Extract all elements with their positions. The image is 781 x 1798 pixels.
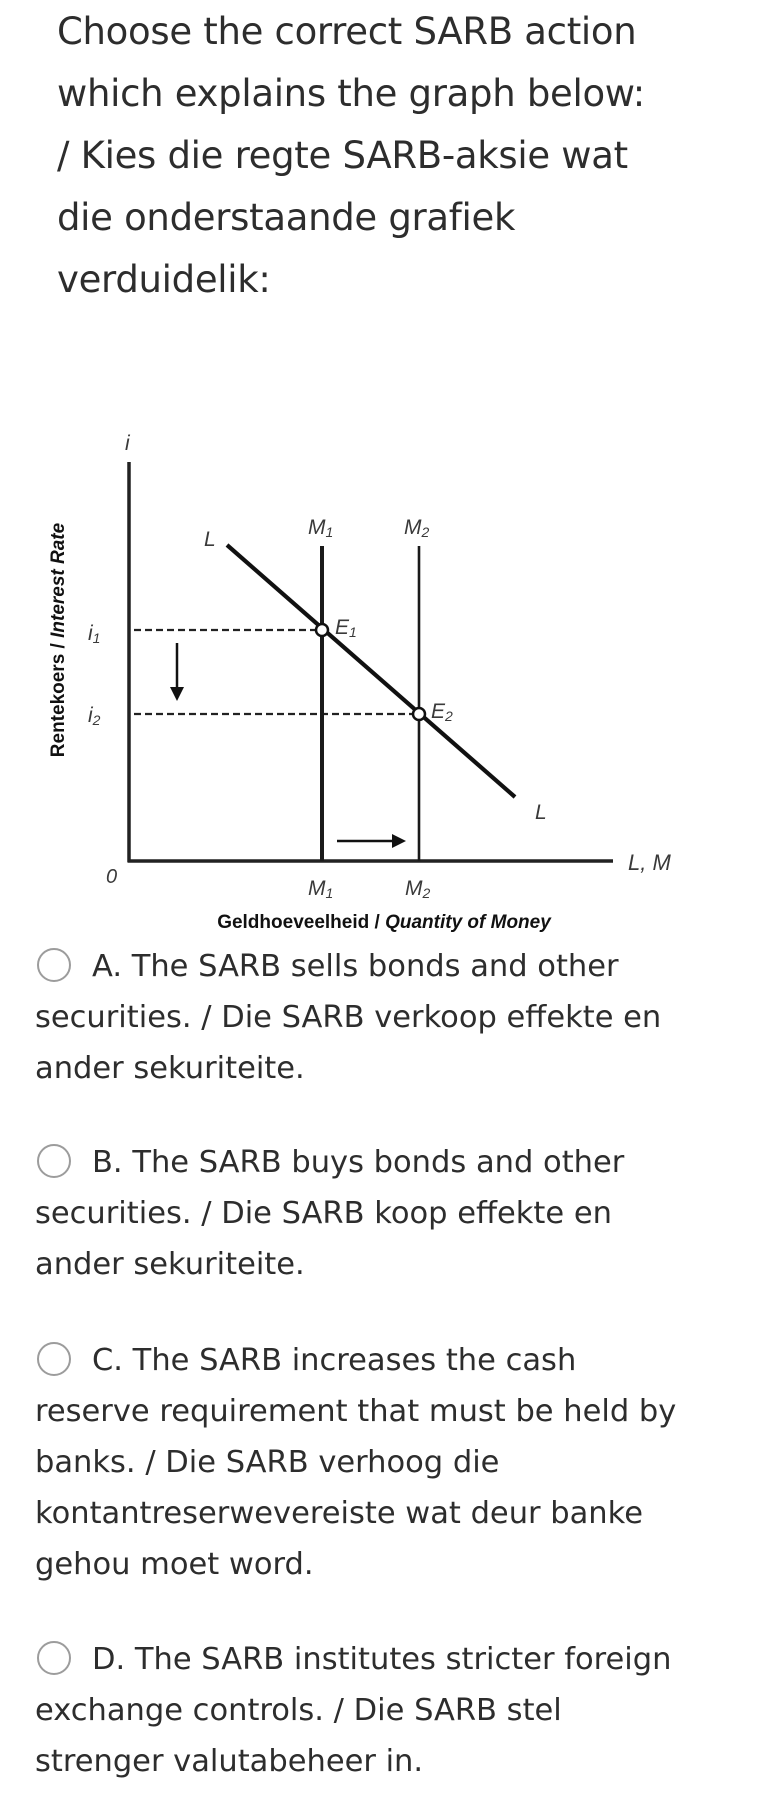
question-line: Choose the correct SARB action bbox=[57, 10, 637, 53]
option-a-line: securities. / Die SARB verkoop effekte en bbox=[35, 1000, 662, 1035]
interest-rate-down-arrow bbox=[170, 643, 184, 701]
l-top-label: L bbox=[204, 528, 216, 551]
option-c-line: kontantreserwevereiste wat deur banke bbox=[35, 1496, 643, 1531]
e2-label: E2 bbox=[431, 700, 453, 724]
question-line: die onderstaande grafiek bbox=[57, 196, 516, 239]
i1-label: i1 bbox=[88, 622, 101, 646]
graph-canvas bbox=[0, 400, 781, 940]
money-supply-right-arrow bbox=[337, 834, 406, 848]
m1-top-label: M1 bbox=[308, 516, 334, 540]
m2-top-label: M2 bbox=[404, 516, 430, 540]
l-bottom-label: L bbox=[535, 801, 547, 824]
option-c-line: banks. / Die SARB verhoog die bbox=[35, 1445, 500, 1480]
question-prompt bbox=[57, 1, 757, 311]
option-d-line: D. The SARB institutes stricter foreign bbox=[92, 1642, 672, 1677]
radio-button-icon[interactable] bbox=[37, 1641, 71, 1675]
money-market-graph bbox=[0, 400, 781, 940]
e1-label: E1 bbox=[335, 616, 357, 640]
option-c-line: gehou moet word. bbox=[35, 1547, 314, 1582]
option-a-line: ander sekuriteite. bbox=[35, 1051, 305, 1086]
option-b[interactable] bbox=[35, 1137, 755, 1290]
option-b-line: ander sekuriteite. bbox=[35, 1247, 305, 1282]
option-c-line: reserve requirement that must be held by bbox=[35, 1394, 677, 1429]
option-a[interactable] bbox=[35, 941, 755, 1094]
m1-bottom-label: M1 bbox=[308, 877, 334, 901]
origin-label: 0 bbox=[106, 866, 118, 888]
question-line: verduidelik: bbox=[57, 258, 271, 301]
option-d-line: exchange controls. / Die SARB stel bbox=[35, 1693, 562, 1728]
radio-button-icon[interactable] bbox=[37, 1342, 71, 1376]
e2-point bbox=[413, 708, 425, 720]
option-c-line: C. The SARB increases the cash bbox=[92, 1343, 577, 1378]
x-axis-title: Geldhoeveelheid / Quantity of Money bbox=[217, 912, 551, 933]
radio-button-icon[interactable] bbox=[37, 948, 71, 982]
option-b-line: securities. / Die SARB koop effekte en bbox=[35, 1196, 612, 1231]
e1-point bbox=[316, 624, 328, 636]
option-d-line: strenger valutabeheer in. bbox=[35, 1744, 424, 1779]
option-c[interactable] bbox=[35, 1335, 755, 1590]
x-axis-symbol: L, M bbox=[628, 850, 671, 875]
question-line: / Kies die regte SARB-aksie wat bbox=[57, 134, 628, 177]
i2-label: i2 bbox=[88, 704, 101, 728]
m2-bottom-label: M2 bbox=[405, 877, 431, 901]
question-line: which explains the graph below: bbox=[57, 72, 645, 115]
radio-button-icon[interactable] bbox=[37, 1144, 71, 1178]
y-axis-title: Rentekoers / Interest Rate bbox=[48, 522, 69, 758]
option-a-line: A. The SARB sells bonds and other bbox=[92, 949, 619, 984]
option-b-line: B. The SARB buys bonds and other bbox=[92, 1145, 625, 1180]
option-d[interactable] bbox=[35, 1634, 755, 1787]
liquidity-demand-line bbox=[227, 545, 515, 797]
y-axis-symbol: i bbox=[125, 432, 130, 455]
